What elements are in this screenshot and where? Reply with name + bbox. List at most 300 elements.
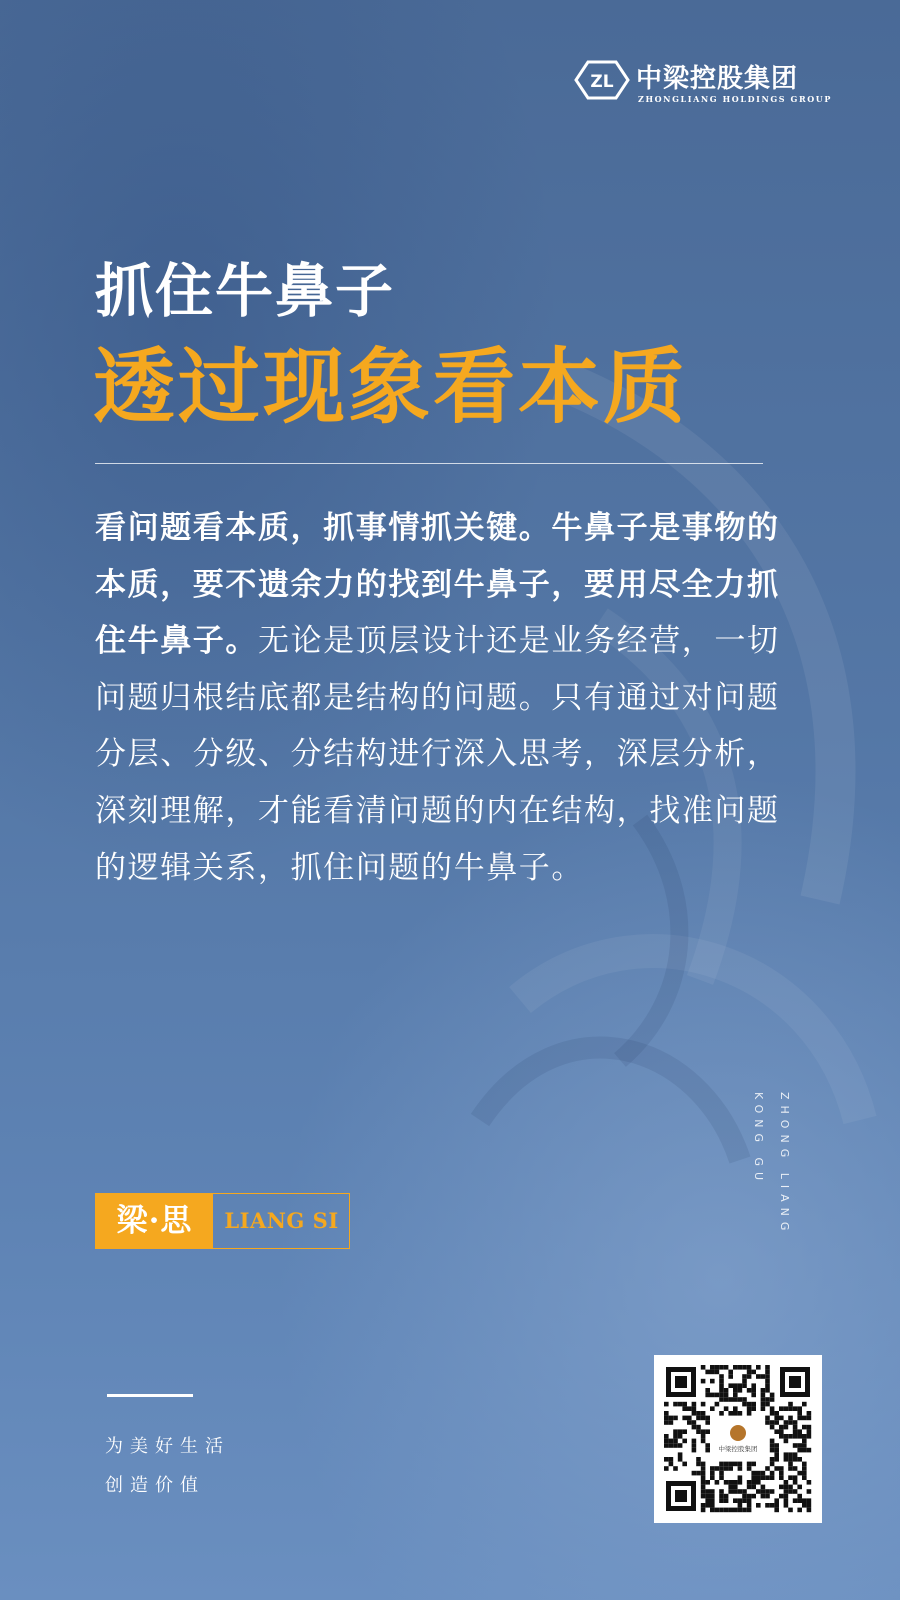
qr-module	[770, 1475, 775, 1480]
qr-module	[756, 1489, 761, 1494]
qr-module	[784, 1494, 789, 1499]
qr-module	[701, 1429, 706, 1434]
qr-module	[705, 1489, 710, 1494]
qr-module	[738, 1397, 743, 1402]
qr-module	[710, 1471, 715, 1476]
qr-module	[733, 1489, 738, 1494]
qr-code[interactable]	[654, 1355, 822, 1523]
qr-module	[682, 1406, 687, 1411]
qr-module	[682, 1462, 687, 1467]
vertical-text-line2: KONG GU	[752, 1092, 765, 1187]
qr-module	[765, 1370, 770, 1375]
qr-module	[738, 1508, 743, 1513]
qr-module	[751, 1393, 756, 1398]
qr-module	[728, 1370, 733, 1375]
qr-module	[710, 1393, 715, 1398]
qr-module	[784, 1420, 789, 1425]
qr-module	[756, 1374, 761, 1379]
qr-module	[807, 1503, 812, 1508]
badge-cn-label: 梁·思	[96, 1194, 213, 1248]
qr-module	[673, 1416, 678, 1421]
qr-module	[705, 1393, 710, 1398]
qr-module	[784, 1485, 789, 1490]
qr-module	[669, 1416, 674, 1421]
headline-secondary: 透过现象看本质	[93, 339, 689, 435]
qr-module	[719, 1462, 724, 1467]
qr-module	[779, 1466, 784, 1471]
qr-module	[765, 1494, 770, 1499]
qr-module	[710, 1494, 715, 1499]
qr-module	[761, 1393, 766, 1398]
qr-module	[728, 1374, 733, 1379]
qr-module	[724, 1494, 729, 1499]
qr-module	[664, 1434, 669, 1439]
qr-module	[770, 1425, 775, 1430]
qr-module	[673, 1402, 678, 1407]
qr-module	[705, 1420, 710, 1425]
qr-module	[701, 1462, 706, 1467]
qr-module	[678, 1452, 683, 1457]
qr-module	[751, 1475, 756, 1480]
qr-module	[682, 1402, 687, 1407]
qr-module	[774, 1457, 779, 1462]
qr-module	[770, 1462, 775, 1467]
qr-module	[797, 1485, 802, 1490]
qr-module	[793, 1406, 798, 1411]
qr-module	[724, 1393, 729, 1398]
qr-module	[793, 1443, 798, 1448]
qr-module	[728, 1489, 733, 1494]
liang-si-badge	[95, 1193, 350, 1249]
qr-module	[797, 1416, 802, 1421]
brand-name-en: ZHONGLIANG HOLDINGS GROUP	[638, 94, 832, 104]
qr-module	[761, 1489, 766, 1494]
qr-module	[802, 1439, 807, 1444]
qr-module	[793, 1489, 798, 1494]
qr-module	[807, 1425, 812, 1430]
qr-module	[696, 1429, 701, 1434]
qr-module	[738, 1411, 743, 1416]
qr-module	[747, 1411, 752, 1416]
brand-name-cn: 中梁控股集团	[636, 64, 799, 94]
qr-module	[797, 1406, 802, 1411]
qr-module	[701, 1503, 706, 1508]
qr-module	[807, 1508, 812, 1513]
qr-module	[784, 1452, 789, 1457]
qr-module	[747, 1466, 752, 1471]
qr-module	[705, 1448, 710, 1453]
qr-module	[728, 1397, 733, 1402]
qr-module	[719, 1508, 724, 1513]
qr-module	[738, 1466, 743, 1471]
qr-module	[715, 1370, 720, 1375]
qr-module	[715, 1466, 720, 1471]
qr-module	[696, 1471, 701, 1476]
qr-module	[692, 1420, 697, 1425]
qr-module	[788, 1462, 793, 1467]
qr-module	[788, 1416, 793, 1421]
vertical-brand-text	[752, 1092, 802, 1272]
qr-module	[802, 1416, 807, 1421]
qr-module	[664, 1416, 669, 1421]
qr-module	[733, 1383, 738, 1388]
qr-module	[705, 1416, 710, 1421]
qr-module	[793, 1457, 798, 1462]
brand-logo	[574, 54, 834, 114]
qr-module	[719, 1379, 724, 1384]
qr-module	[761, 1388, 766, 1393]
qr-module	[756, 1475, 761, 1480]
qr-module	[701, 1365, 706, 1370]
qr-module	[793, 1475, 798, 1480]
qr-module	[747, 1498, 752, 1503]
qr-module	[710, 1489, 715, 1494]
qr-module	[788, 1457, 793, 1462]
qr-module	[770, 1489, 775, 1494]
qr-module	[710, 1503, 715, 1508]
qr-module	[788, 1406, 793, 1411]
qr-module	[705, 1388, 710, 1393]
qr-module	[747, 1365, 752, 1370]
qr-module	[692, 1411, 697, 1416]
qr-module	[742, 1397, 747, 1402]
qr-module	[733, 1406, 738, 1411]
qr-module	[696, 1425, 701, 1430]
qr-module	[807, 1411, 812, 1416]
qr-module	[774, 1416, 779, 1421]
qr-module	[802, 1402, 807, 1407]
qr-module	[751, 1402, 756, 1407]
qr-module	[765, 1365, 770, 1370]
qr-module	[710, 1365, 715, 1370]
qr-module	[742, 1383, 747, 1388]
qr-module	[701, 1508, 706, 1513]
qr-module	[779, 1471, 784, 1476]
qr-module	[751, 1383, 756, 1388]
qr-module	[797, 1471, 802, 1476]
qr-module	[788, 1434, 793, 1439]
qr-module	[701, 1411, 706, 1416]
headline-primary: 抓住牛鼻子	[95, 257, 396, 325]
qr-module	[770, 1503, 775, 1508]
qr-module	[765, 1397, 770, 1402]
qr-module	[797, 1498, 802, 1503]
qr-module	[770, 1420, 775, 1425]
qr-module	[747, 1370, 752, 1375]
qr-module	[724, 1365, 729, 1370]
qr-module	[747, 1402, 752, 1407]
body-regular: 无论是顶层设计还是业务经营，一切问题归根结底都是结构的问题。只有通过对问题分层、分级、分结构进行深入思考，深层分析，深刻理解，才能看清问题的内在结构，找准问题的逻辑关系，抓住问题的牛鼻子。	[95, 623, 780, 886]
qr-module	[797, 1429, 802, 1434]
qr-module	[682, 1439, 687, 1444]
title-divider	[95, 463, 763, 464]
qr-module	[669, 1462, 674, 1467]
qr-module	[747, 1485, 752, 1490]
qr-module	[747, 1494, 752, 1499]
qr-module	[738, 1383, 743, 1388]
qr-module	[710, 1379, 715, 1384]
qr-module	[765, 1420, 770, 1425]
qr-module	[770, 1443, 775, 1448]
qr-module	[728, 1508, 733, 1513]
qr-module	[756, 1503, 761, 1508]
qr-module	[765, 1383, 770, 1388]
qr-module	[802, 1503, 807, 1508]
qr-module	[705, 1429, 710, 1434]
qr-module	[797, 1434, 802, 1439]
zl-logo-icon	[574, 60, 630, 100]
qr-module	[784, 1434, 789, 1439]
qr-module	[742, 1379, 747, 1384]
qr-module	[770, 1397, 775, 1402]
qr-module	[715, 1365, 720, 1370]
qr-module	[770, 1411, 775, 1416]
qr-module	[719, 1471, 724, 1476]
qr-module	[673, 1439, 678, 1444]
qr-module	[710, 1508, 715, 1513]
qr-module	[788, 1402, 793, 1407]
qr-module	[779, 1434, 784, 1439]
qr-module	[701, 1494, 706, 1499]
qr-module	[788, 1489, 793, 1494]
qr-module	[692, 1471, 697, 1476]
qr-module	[774, 1498, 779, 1503]
qr-module	[696, 1457, 701, 1462]
qr-module	[797, 1448, 802, 1453]
qr-module	[807, 1480, 812, 1485]
qr-module	[696, 1416, 701, 1421]
qr-module	[747, 1406, 752, 1411]
qr-module	[807, 1489, 812, 1494]
qr-module	[705, 1494, 710, 1499]
qr-module	[788, 1508, 793, 1513]
qr-module	[669, 1443, 674, 1448]
qr-module	[751, 1388, 756, 1393]
qr-module	[733, 1397, 738, 1402]
qr-module	[761, 1397, 766, 1402]
qr-module	[784, 1439, 789, 1444]
qr-module	[802, 1471, 807, 1476]
qr-module	[793, 1452, 798, 1457]
qr-module	[687, 1416, 692, 1421]
qr-module	[669, 1439, 674, 1444]
qr-module	[705, 1443, 710, 1448]
qr-module	[692, 1402, 697, 1407]
qr-module	[738, 1489, 743, 1494]
qr-module	[742, 1374, 747, 1379]
qr-module	[738, 1480, 743, 1485]
qr-module	[774, 1503, 779, 1508]
qr-module	[774, 1508, 779, 1513]
qr-module	[715, 1402, 720, 1407]
qr-module	[715, 1393, 720, 1398]
qr-module	[710, 1475, 715, 1480]
qr-module	[678, 1457, 683, 1462]
qr-module	[770, 1457, 775, 1462]
slogan-line2: 创造价值	[105, 1475, 205, 1496]
qr-module	[724, 1397, 729, 1402]
qr-module	[761, 1402, 766, 1407]
qr-module	[788, 1452, 793, 1457]
qr-module	[733, 1393, 738, 1398]
qr-module	[751, 1406, 756, 1411]
qr-module	[774, 1443, 779, 1448]
qr-module	[747, 1503, 752, 1508]
qr-module	[701, 1416, 706, 1421]
qr-module	[779, 1485, 784, 1490]
qr-module	[751, 1494, 756, 1499]
qr-module	[807, 1448, 812, 1453]
qr-module	[761, 1485, 766, 1490]
qr-module	[797, 1411, 802, 1416]
qr-module	[719, 1494, 724, 1499]
qr-module	[742, 1489, 747, 1494]
qr-module	[742, 1508, 747, 1513]
qr-module	[756, 1365, 761, 1370]
qr-module	[664, 1420, 669, 1425]
qr-module	[770, 1393, 775, 1398]
qr-module	[705, 1498, 710, 1503]
qr-module	[797, 1494, 802, 1499]
qr-module	[705, 1503, 710, 1508]
qr-module	[751, 1462, 756, 1467]
qr-module	[751, 1370, 756, 1375]
qr-module	[793, 1466, 798, 1471]
qr-module	[797, 1457, 802, 1462]
qr-code-icon	[664, 1365, 812, 1513]
qr-module	[728, 1383, 733, 1388]
logo-mark-text: ZL	[590, 72, 614, 92]
qr-module	[664, 1443, 669, 1448]
qr-module	[733, 1480, 738, 1485]
qr-module	[779, 1475, 784, 1480]
qr-module	[724, 1462, 729, 1467]
qr-module	[788, 1466, 793, 1471]
qr-module	[724, 1498, 729, 1503]
qr-module	[692, 1448, 697, 1453]
qr-module	[728, 1411, 733, 1416]
qr-module	[774, 1452, 779, 1457]
qr-module	[807, 1416, 812, 1421]
qr-module	[779, 1425, 784, 1430]
qr-module	[724, 1466, 729, 1471]
qr-module	[692, 1443, 697, 1448]
qr-module	[687, 1420, 692, 1425]
qr-module	[719, 1393, 724, 1398]
qr-module	[701, 1434, 706, 1439]
qr-module	[733, 1388, 738, 1393]
qr-module	[797, 1443, 802, 1448]
qr-module	[738, 1475, 743, 1480]
qr-module	[788, 1485, 793, 1490]
qr-module	[774, 1420, 779, 1425]
qr-module	[728, 1466, 733, 1471]
qr-module	[802, 1462, 807, 1467]
qr-module	[784, 1503, 789, 1508]
qr-module	[788, 1420, 793, 1425]
qr-module	[765, 1416, 770, 1421]
qr-module	[705, 1480, 710, 1485]
qr-module	[765, 1388, 770, 1393]
qr-module	[807, 1434, 812, 1439]
qr-module	[797, 1508, 802, 1513]
qr-module	[724, 1388, 729, 1393]
qr-module	[701, 1379, 706, 1384]
qr-module	[742, 1494, 747, 1499]
body-paragraph	[95, 500, 795, 896]
qr-module	[692, 1439, 697, 1444]
qr-module	[719, 1466, 724, 1471]
qr-module	[664, 1439, 669, 1444]
qr-module	[682, 1429, 687, 1434]
qr-module	[788, 1475, 793, 1480]
qr-module	[738, 1498, 743, 1503]
qr-module	[751, 1485, 756, 1490]
qr-module	[765, 1402, 770, 1407]
qr-module	[807, 1429, 812, 1434]
qr-module	[784, 1457, 789, 1462]
qr-module	[770, 1448, 775, 1453]
qr-module	[738, 1462, 743, 1467]
qr-module	[673, 1443, 678, 1448]
qr-module	[687, 1406, 692, 1411]
qr-module	[724, 1508, 729, 1513]
qr-module	[742, 1402, 747, 1407]
qr-module	[770, 1471, 775, 1476]
qr-module	[784, 1425, 789, 1430]
qr-module	[724, 1406, 729, 1411]
qr-module	[719, 1388, 724, 1393]
qr-module	[678, 1429, 683, 1434]
qr-module	[756, 1471, 761, 1476]
qr-module	[779, 1494, 784, 1499]
qr-module	[701, 1402, 706, 1407]
qr-module	[784, 1489, 789, 1494]
qr-module	[733, 1498, 738, 1503]
qr-module	[710, 1370, 715, 1375]
qr-module	[779, 1406, 784, 1411]
qr-module	[756, 1480, 761, 1485]
qr-module	[719, 1383, 724, 1388]
qr-module	[774, 1411, 779, 1416]
qr-module	[779, 1429, 784, 1434]
qr-module	[793, 1429, 798, 1434]
qr-module	[779, 1416, 784, 1421]
qr-module	[761, 1406, 766, 1411]
qr-module	[802, 1466, 807, 1471]
qr-module	[784, 1498, 789, 1503]
qr-module	[765, 1489, 770, 1494]
slogan-line1: 为美好生活	[105, 1436, 230, 1457]
qr-module	[747, 1374, 752, 1379]
qr-module	[742, 1365, 747, 1370]
qr-module	[751, 1471, 756, 1476]
body-emphasis: 看问题看本质，抓事情抓关键。牛鼻子是事物的本质，要不遗余力的找到牛鼻子，要用尽全力抓住牛鼻子。	[95, 510, 780, 660]
qr-module	[807, 1498, 812, 1503]
qr-module	[747, 1508, 752, 1513]
qr-module	[765, 1466, 770, 1471]
qr-module	[733, 1485, 738, 1490]
qr-module	[742, 1498, 747, 1503]
qr-module	[765, 1503, 770, 1508]
qr-module	[761, 1374, 766, 1379]
qr-module	[761, 1471, 766, 1476]
qr-module	[664, 1466, 669, 1471]
qr-module	[733, 1411, 738, 1416]
qr-module	[802, 1475, 807, 1480]
qr-module	[701, 1489, 706, 1494]
qr-module	[673, 1434, 678, 1439]
